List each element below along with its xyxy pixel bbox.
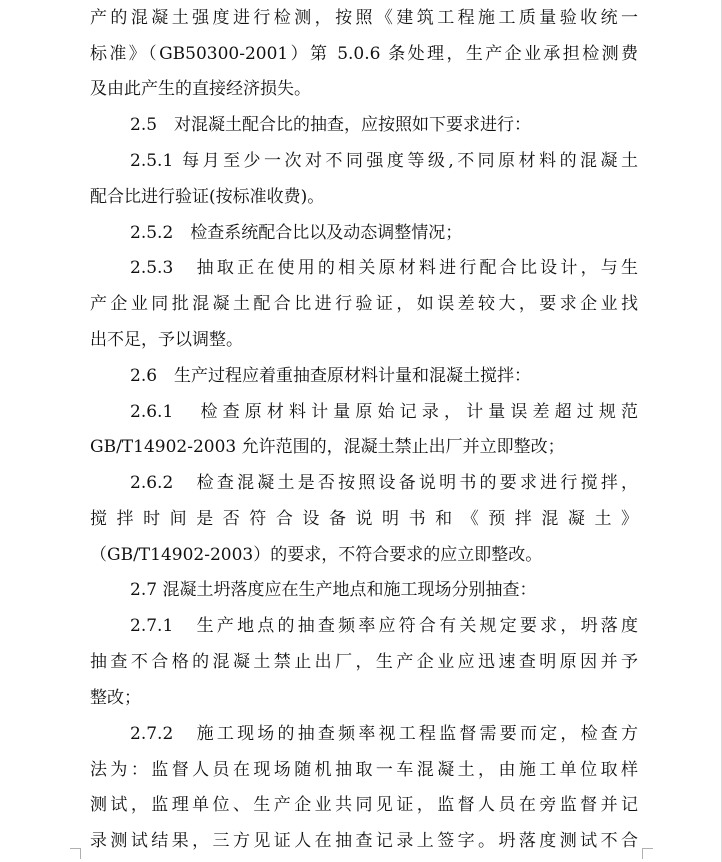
text-line: 2.6.1 检查原材料计量原始记录，计量误差超过规范 bbox=[130, 402, 638, 422]
section-heading: 2.6 生产过程应着重抽查原材料计量和混凝土搅拌： bbox=[130, 366, 532, 386]
text-line: 2.5.2 检查系统配合比以及动态调整情况； bbox=[130, 223, 463, 243]
text-line: 2.6.2 检查混凝土是否按照设备说明书的要求进行搅拌， bbox=[130, 473, 638, 493]
page-corner-mark bbox=[70, 848, 81, 859]
text-line: 及由此产生的直接经济损失。 bbox=[90, 79, 311, 99]
text-line: 2.7.1 生产地点的抽查频率应符合有关规定要求，坍落度 bbox=[130, 616, 638, 636]
text-line: 整改； bbox=[90, 688, 141, 708]
text-line: 测试，监理单位、生产企业共同见证，监督人员在旁监督并记 bbox=[90, 795, 638, 815]
text-line: 录测试结果，三方见证人在抽查记录上签字。坍落度测试不合 bbox=[90, 831, 638, 851]
text-line: 产的混凝土强度进行检测，按照《建筑工程施工质量验收统一 bbox=[90, 8, 638, 28]
text-line: 搅拌时间是否符合设备说明书和《预拌混凝土》 bbox=[90, 509, 638, 529]
page-corner-mark bbox=[642, 848, 653, 859]
text-line: 2.5.1 每月至少一次对不同强度等级,不同原材料的混凝土 bbox=[130, 151, 638, 171]
text-line: 产企业同批混凝土配合比进行验证，如误差较大，要求企业找 bbox=[90, 294, 638, 314]
text-line: GB/T14902-2003 允许范围的，混凝土禁止出厂并立即整改； bbox=[90, 437, 565, 457]
text-line: 2.7.2 施工现场的抽查频率视工程监督需要而定，检查方 bbox=[130, 724, 638, 744]
section-heading: 2.5 对混凝土配合比的抽查，应按照如下要求进行： bbox=[130, 115, 532, 135]
text-line: 配合比进行验证(按标准收费)。 bbox=[90, 187, 325, 207]
text-line: 标准》（GB50300-2001）第 5.0.6 条处理，生产企业承担检测费 bbox=[90, 44, 638, 64]
text-line: 法为：监督人员在现场随机抽取一车混凝土，由施工单位取样 bbox=[90, 760, 638, 780]
text-line: 抽查不合格的混凝土禁止出厂，生产企业应迅速查明原因并予 bbox=[90, 652, 638, 672]
text-line: （GB/T14902-2003）的要求，不符合要求的应立即整改。 bbox=[90, 545, 543, 565]
section-heading: 2.7 混凝土坍落度应在生产地点和施工现场分别抽查： bbox=[130, 580, 537, 600]
text-line: 2.5.3 抽取正在使用的相关原材料进行配合比设计，与生 bbox=[130, 258, 638, 278]
text-line: 出不足，予以调整。 bbox=[90, 330, 243, 350]
